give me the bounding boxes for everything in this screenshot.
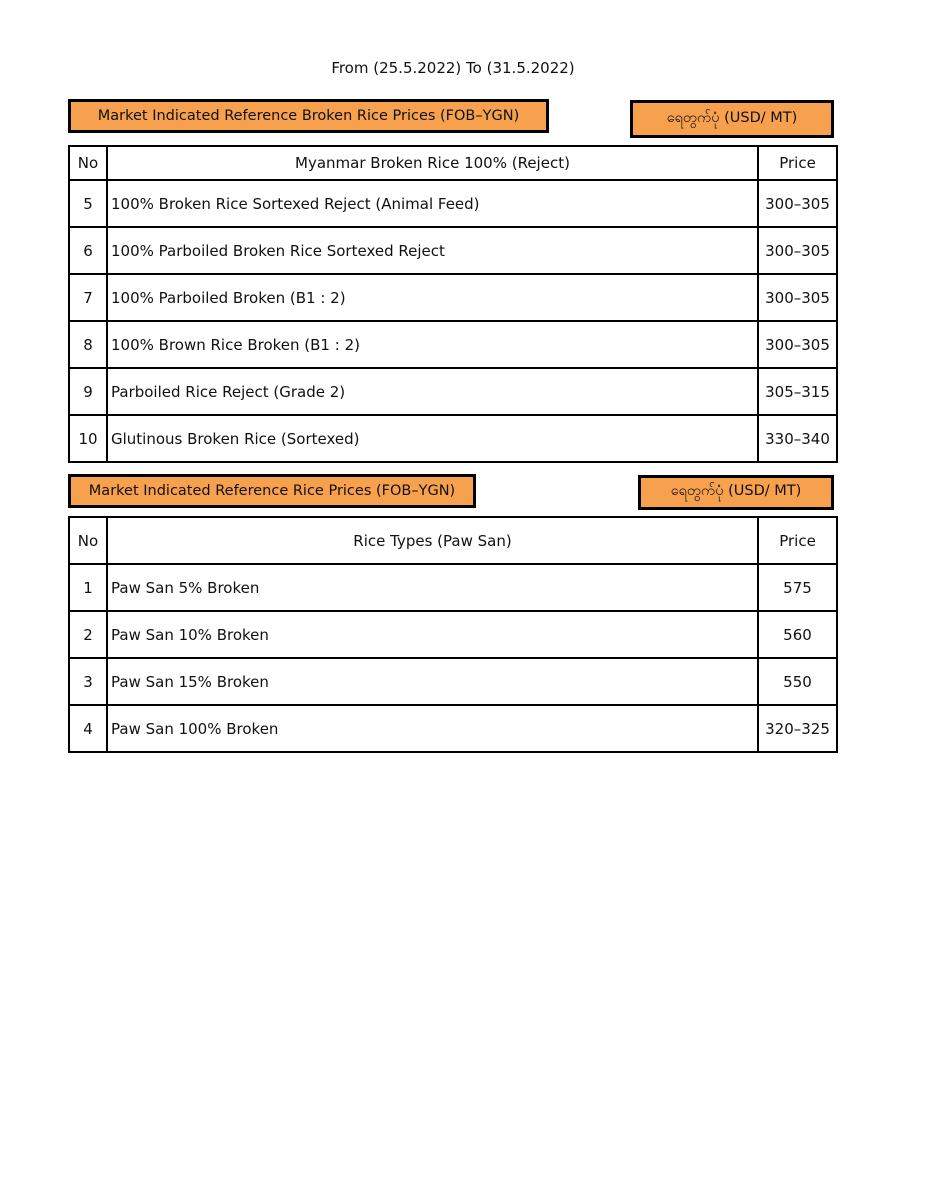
row-no: 2 bbox=[69, 611, 107, 658]
unit-label-2: ရေတွက်ပုံ (USD/ MT) bbox=[638, 475, 834, 510]
row-no: 9 bbox=[69, 368, 107, 415]
row-no: 3 bbox=[69, 658, 107, 705]
row-price: 330–340 bbox=[758, 415, 837, 462]
broken-rice-table bbox=[68, 145, 838, 463]
row-description: 100% Parboiled Broken (B1 : 2) bbox=[107, 274, 758, 321]
table-row bbox=[69, 658, 837, 705]
table-row bbox=[69, 415, 837, 462]
row-description: Glutinous Broken Rice (Sortexed) bbox=[107, 415, 758, 462]
row-no: 4 bbox=[69, 705, 107, 752]
table-row bbox=[69, 611, 837, 658]
row-no: 5 bbox=[69, 180, 107, 227]
row-price: 575 bbox=[758, 564, 837, 611]
table-row bbox=[69, 705, 837, 752]
row-description: Parboiled Rice Reject (Grade 2) bbox=[107, 368, 758, 415]
row-no: 10 bbox=[69, 415, 107, 462]
table-row bbox=[69, 227, 837, 274]
row-price: 300–305 bbox=[758, 321, 837, 368]
row-description: Paw San 15% Broken bbox=[107, 658, 758, 705]
unit-label-1: ရေတွက်ပုံ (USD/ MT) bbox=[630, 100, 834, 138]
table-row bbox=[69, 321, 837, 368]
row-price: 550 bbox=[758, 658, 837, 705]
header-no: No bbox=[69, 146, 107, 180]
row-description: 100% Parboiled Broken Rice Sortexed Reject bbox=[107, 227, 758, 274]
row-no: 1 bbox=[69, 564, 107, 611]
row-no: 7 bbox=[69, 274, 107, 321]
row-description: 100% Broken Rice Sortexed Reject (Animal Feed) bbox=[107, 180, 758, 227]
row-no: 8 bbox=[69, 321, 107, 368]
row-description: 100% Brown Rice Broken (B1 : 2) bbox=[107, 321, 758, 368]
row-no: 6 bbox=[69, 227, 107, 274]
table-header-row bbox=[69, 146, 837, 180]
table-header-row bbox=[69, 517, 837, 564]
row-price: 300–305 bbox=[758, 227, 837, 274]
table-row bbox=[69, 180, 837, 227]
date-range: From (25.5.2022) To (31.5.2022) bbox=[331, 59, 575, 77]
row-description: Paw San 5% Broken bbox=[107, 564, 758, 611]
paw-san-table bbox=[68, 516, 838, 753]
header-description: Myanmar Broken Rice 100% (Reject) bbox=[107, 146, 758, 180]
row-price: 320–325 bbox=[758, 705, 837, 752]
row-price: 300–305 bbox=[758, 180, 837, 227]
table-row bbox=[69, 564, 837, 611]
paw-san-section-title: Market Indicated Reference Rice Prices (FOB–YGN) bbox=[68, 474, 476, 508]
broken-rice-section-title: Market Indicated Reference Broken Rice Prices (FOB–YGN) bbox=[68, 99, 549, 133]
header-price: Price bbox=[758, 146, 837, 180]
table-row bbox=[69, 274, 837, 321]
header-price: Price bbox=[758, 517, 837, 564]
row-price: 560 bbox=[758, 611, 837, 658]
header-no: No bbox=[69, 517, 107, 564]
header-description: Rice Types (Paw San) bbox=[107, 517, 758, 564]
row-price: 300–305 bbox=[758, 274, 837, 321]
row-description: Paw San 10% Broken bbox=[107, 611, 758, 658]
row-price: 305–315 bbox=[758, 368, 837, 415]
row-description: Paw San 100% Broken bbox=[107, 705, 758, 752]
table-row bbox=[69, 368, 837, 415]
